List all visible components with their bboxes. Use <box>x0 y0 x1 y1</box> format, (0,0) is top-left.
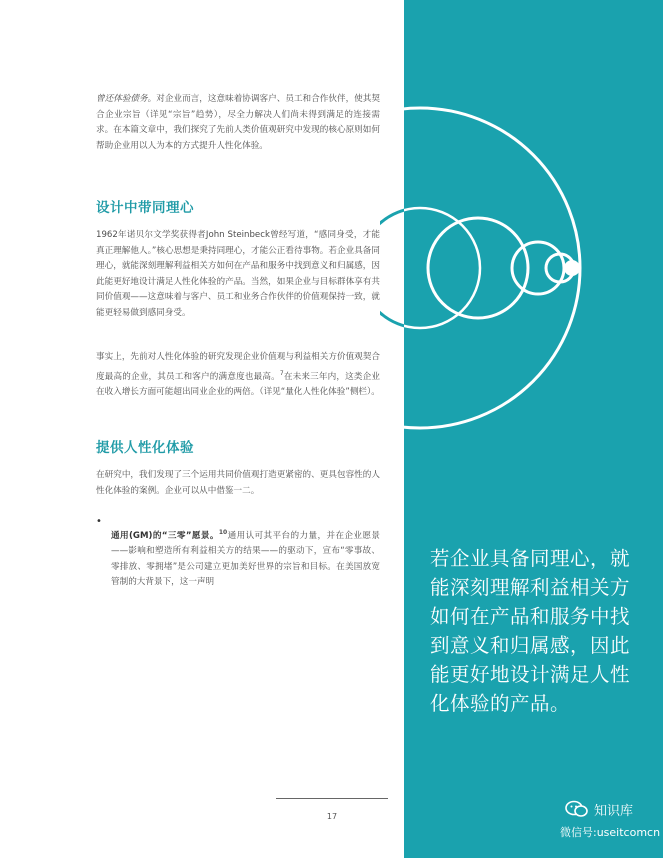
footnote-7: 7 <box>279 369 284 377</box>
intro-text: 。对企业而言，这意味着协调客户、员工和合作伙伴，使其契合企业宗旨（详见“宗旨”趋势），尽全力解决人们尚未得到满足的连接需求。在本篇文章中，我们探究了先前人类价值观研究中发现的核心原则如何帮助企业用以人为本的方式提升人性化体验。 <box>96 94 380 151</box>
empathy-paragraph-2 <box>96 350 380 401</box>
experience-paragraph <box>96 468 380 499</box>
gm-bullet <box>96 516 380 599</box>
pull-quote: 若企业具备同理心，就能深刻理解利益相关方如何在产品和服务中找到意义和归属感，因此能更好地设计满足人性化体验的产品。 <box>430 547 631 715</box>
footer-divider <box>276 798 388 799</box>
footnote-10: 10 <box>218 528 228 536</box>
watermark-brand: 知识库 <box>594 804 634 819</box>
page-number: 17 <box>326 812 338 821</box>
intro-italic: 曾还体验债务 <box>96 94 148 104</box>
section-heading-experience: 提供人性化体验 <box>96 440 194 456</box>
section-heading-empathy: 设计中带同理心 <box>96 200 194 216</box>
bullet-dot-icon: • <box>96 516 102 527</box>
wechat-icon <box>565 800 589 818</box>
experience-text: 在研究中，我们发现了三个运用共同价值观打造更紧密的、更具包容性的人性化体验的案例。企业可以从中借鉴一二。 <box>96 470 380 496</box>
intro-paragraph <box>96 92 380 154</box>
bullet-body: 通用认可其平台的力量，并在企业愿景——影响和塑造所有利益相关方的结果——的驱动下，宣布“零事故、零排放、零拥堵”是公司建立更加美好世界的宗旨和目标。在美国放宽管制的大背景下，这一声明 <box>111 530 380 588</box>
watermark-id: 微信号:useitcomcn <box>560 826 661 839</box>
empathy-text-2b: 在未来三年内，这类企业在收入增长方面可能超出同业企业的两倍。（详见“量化人性化体验”侧栏）。 <box>96 371 380 398</box>
empathy-text-2: 事实上，先前对人性化体验的研究发现企业价值观与利益相关方价值观契合度最高的企业，其员工和客户的满意度也最高。 <box>96 352 380 382</box>
empathy-text-1: 1962年诺贝尔文学奖获得者John Steinbeck曾经写道，“感同身受，才能真正理解他人。”核心思想是秉持同理心，才能公正看待事物。若企业具备同理心，就能深刻理解利益相关方如何在产品和服务中找到意义和归属感，因此能更好地设计满足人性化体验的产品。当然，如果企业与目标群体享有共同价值观——这意味着与客户、员工和业务合作伙伴的价值观保持一致，就能更轻易做到感同身受。 <box>96 230 380 318</box>
empathy-paragraph-1 <box>96 228 380 322</box>
bullet-label: 通用(GM)的“三零”愿景。 <box>111 530 219 541</box>
